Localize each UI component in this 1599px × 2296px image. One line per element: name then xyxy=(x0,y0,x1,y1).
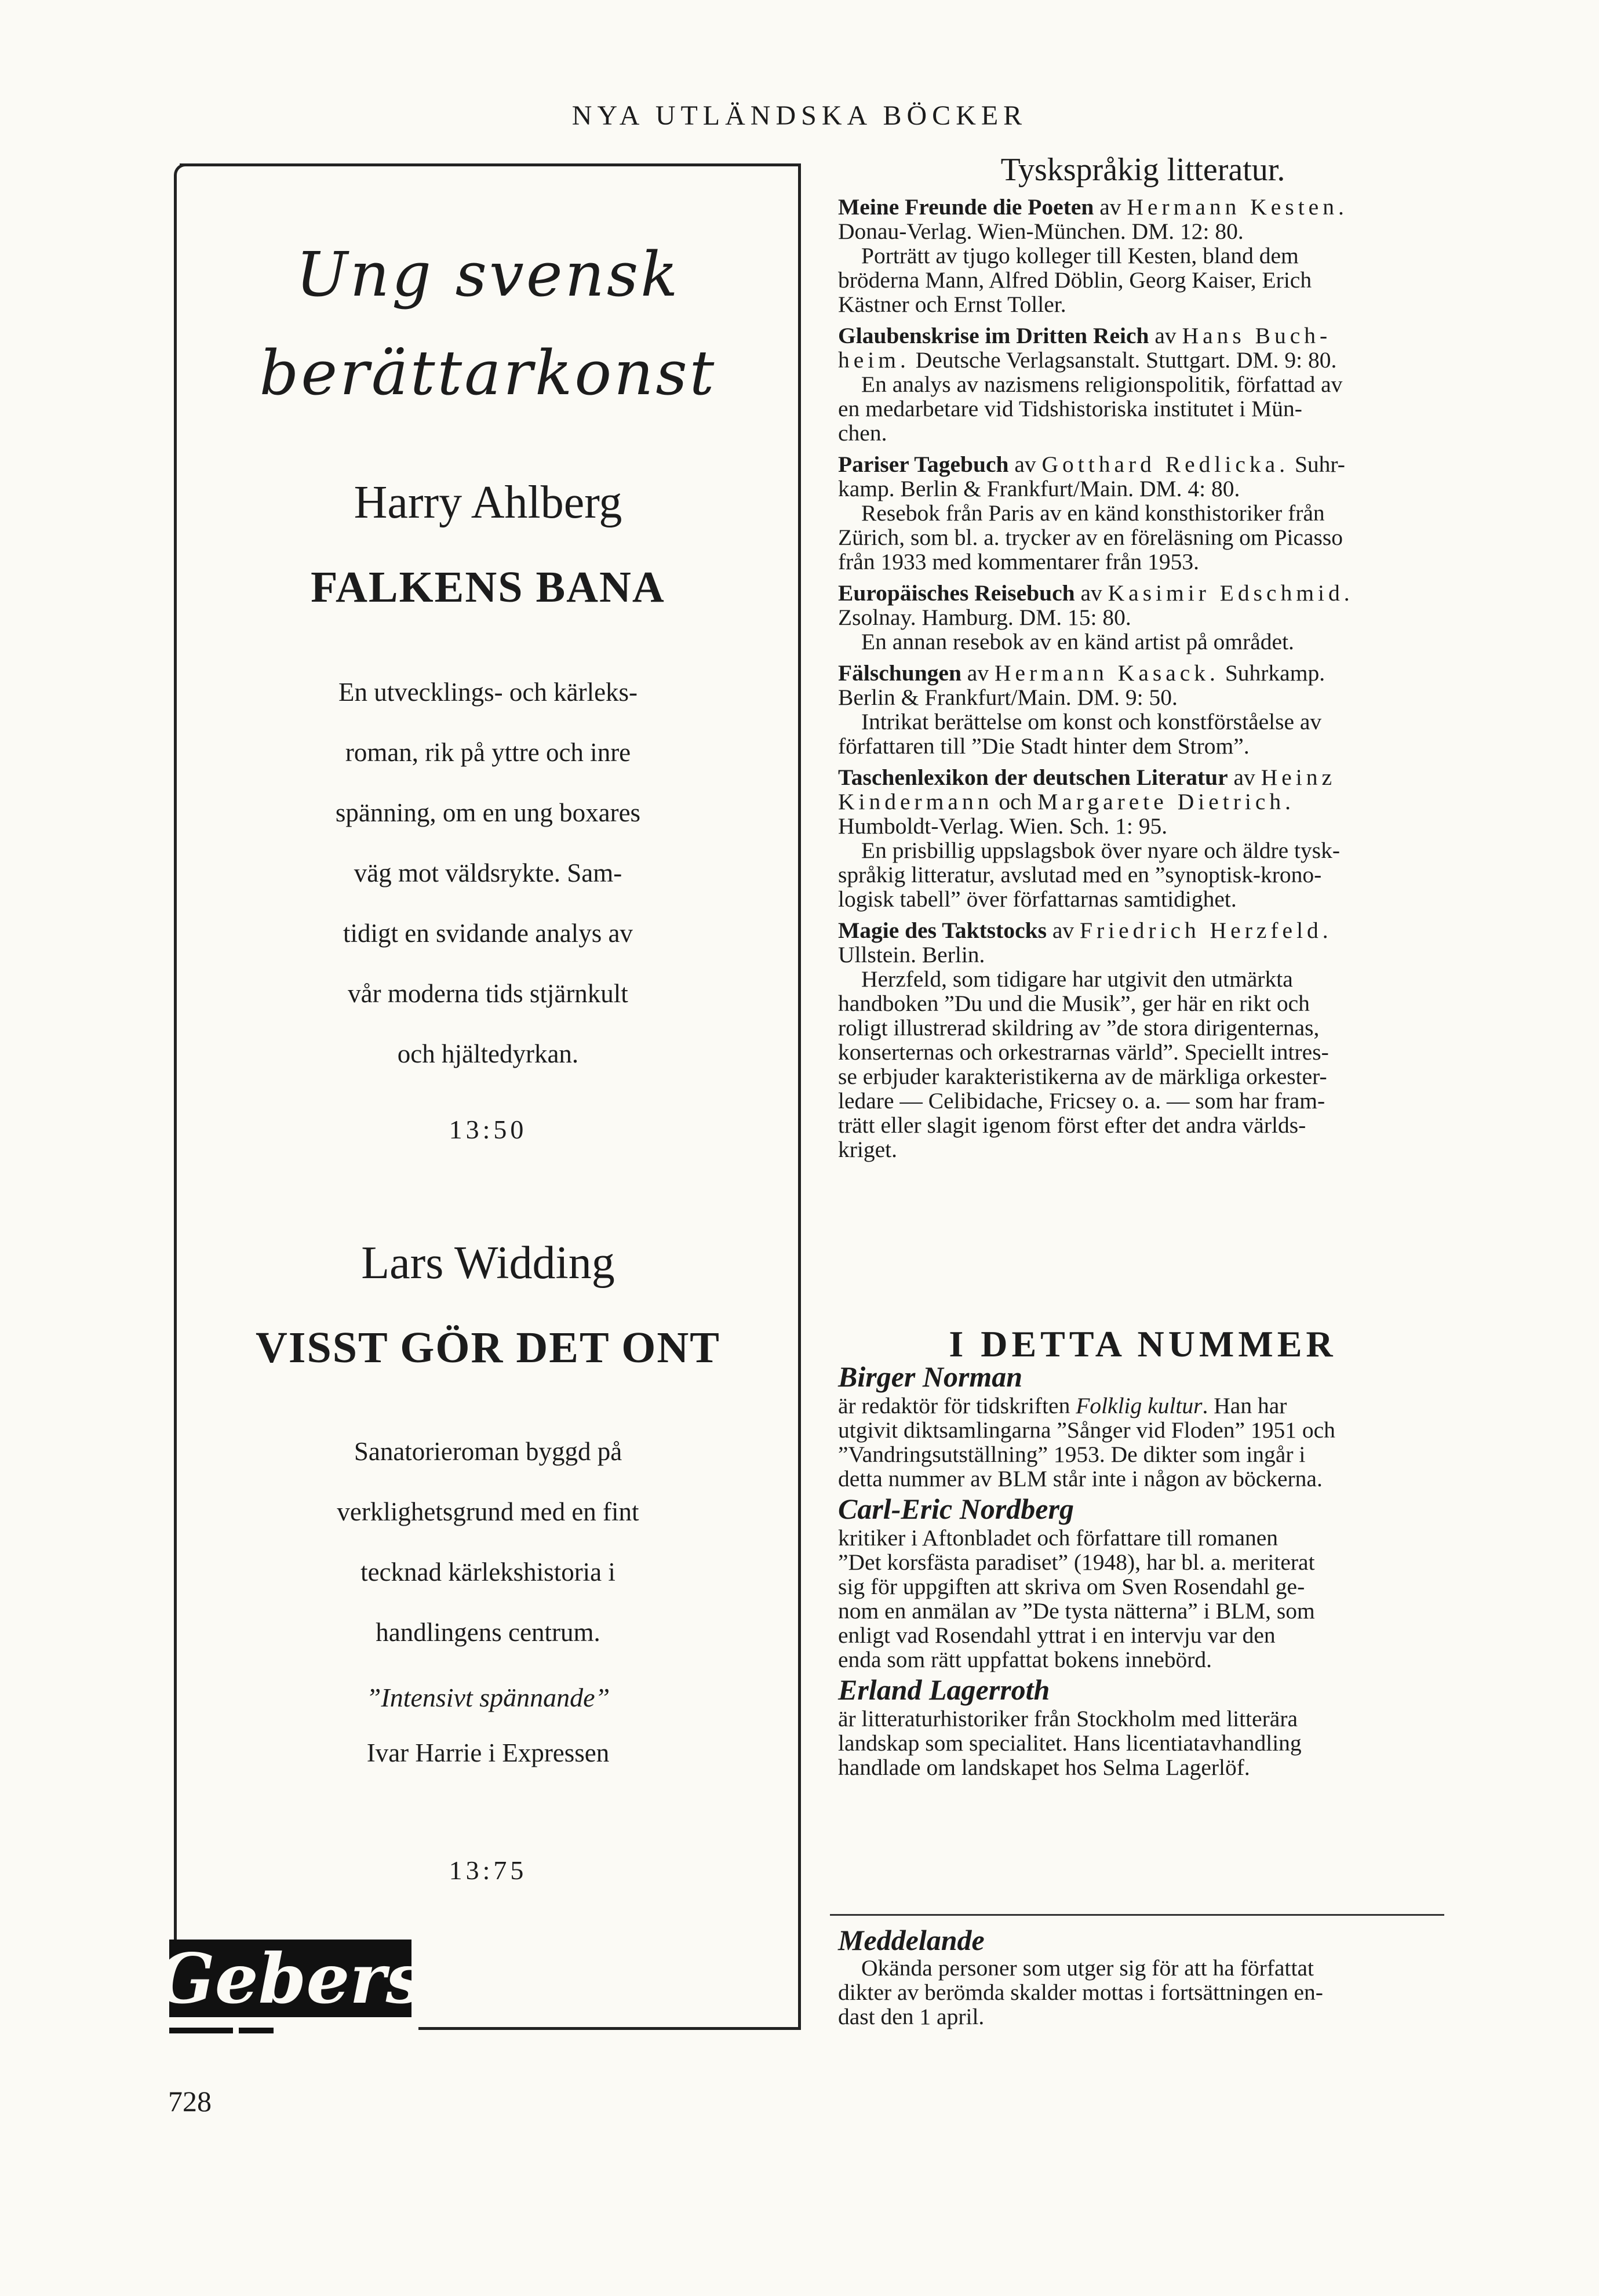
notice-section xyxy=(838,1924,1448,2029)
ad-blurb-line: Sanatorieroman byggd på xyxy=(354,1437,622,1466)
gebers-logo: Gebers xyxy=(156,1938,425,2019)
text-run: Pariser Tagebuch xyxy=(838,452,1009,477)
text-run: sig för uppgiften att skriva om Sven Rosendahl ge- xyxy=(838,1574,1305,1599)
text-run: enda som rätt uppfattat bokens innebörd. xyxy=(838,1647,1212,1672)
text-run: Magie des Taktstocks xyxy=(838,918,1047,943)
text-run: heim. xyxy=(838,347,910,373)
text-run: kritiker i Aftonbladet och författare till romanen xyxy=(838,1525,1279,1551)
book-entry-heading-line xyxy=(838,476,1448,501)
contributor-name: Erland Lagerroth xyxy=(838,1673,1050,1706)
book-entry-description-line: logisk tabell” över författarnas samtidighet. xyxy=(838,886,1237,912)
text-run: Ullstein. Berlin. xyxy=(838,942,985,967)
contributor-bio-line xyxy=(838,1393,1448,1418)
text-run: Kindermann xyxy=(838,789,993,814)
notice-heading: Meddelande xyxy=(838,1924,985,1956)
contributor-bio-line xyxy=(838,1550,1448,1574)
book-entry-heading-line xyxy=(838,348,1448,372)
text-run: Heinz xyxy=(1261,765,1336,790)
contributor-bio-line xyxy=(838,1706,1448,1731)
contributor-bio-line xyxy=(838,1755,1448,1780)
text-run: Taschenlexikon der deutschen Literatur xyxy=(838,765,1228,790)
book-entry-heading-line xyxy=(838,661,1448,685)
contributor xyxy=(838,1673,1448,1780)
text-run: Humboldt-Verlag. Wien. Sch. 1: 95. xyxy=(838,813,1168,839)
book-entry xyxy=(838,581,1448,654)
book-entry-description-line: från 1933 med kommentarer från 1953. xyxy=(838,549,1200,574)
book-entry xyxy=(838,765,1448,911)
text-run: Meine Freunde die Poeten xyxy=(838,194,1094,220)
text-run: landskap som specialitet. Hans licentiatavhandling xyxy=(838,1730,1302,1756)
book-entry-description-line: språkig litteratur, avslutad med en ”synoptisk-krono- xyxy=(838,862,1322,887)
logo-stripe xyxy=(169,2028,233,2033)
text-run: Kasimir Edschmid. xyxy=(1108,580,1354,606)
contributors-section xyxy=(838,1323,1448,1785)
text-run: Suhr- xyxy=(1289,452,1345,477)
text-run: av xyxy=(1075,580,1108,606)
ad-book1-price: 13:50 xyxy=(449,1115,527,1144)
book-entry-description-line: chen. xyxy=(838,420,887,446)
text-run: Margarete Dietrich. xyxy=(1037,789,1295,814)
ad-blurb-line: spänning, om en ung boxares xyxy=(335,798,641,827)
text-run: Deutsche Verlagsanstalt. Stuttgart. DM. 9: 80. xyxy=(909,347,1337,373)
contributor-bio-line xyxy=(838,1574,1448,1599)
text-run: är redaktör för tidskriften xyxy=(838,1393,1076,1418)
book-entry-heading-line xyxy=(838,814,1448,838)
text-run: av xyxy=(1228,765,1261,790)
text-run: av xyxy=(1046,918,1080,943)
ad-book2-author: Lars Widding xyxy=(361,1238,615,1289)
text-run: Friedrich Herzfeld. xyxy=(1079,918,1332,943)
text-run: Hermann Kasack. xyxy=(994,660,1219,686)
ad-blurb-line: roman, rik på yttre och inre xyxy=(345,738,631,767)
text-run: nom en anmälan av ”De tysta nätterna” i BLM, som xyxy=(838,1598,1315,1624)
book-entry-description-line: roligt illustrerad skildring av ”de stora dirigenternas, xyxy=(838,1015,1320,1040)
text-run: Europäisches Reisebuch xyxy=(838,580,1075,606)
running-head: NYA UTLÄNDSKA BÖCKER xyxy=(571,100,1028,131)
book-entry-description-line: En annan resebok av en känd artist på området. xyxy=(861,629,1294,654)
book-entry-heading-line xyxy=(838,765,1448,789)
text-run: och xyxy=(993,789,1038,814)
text-run: av xyxy=(961,660,995,686)
ad-blurb-line: väg mot väldsrykte. Sam- xyxy=(354,858,622,887)
logo-stripe xyxy=(239,2028,274,2033)
book-entry xyxy=(838,918,1448,1162)
book-entry-description-line: ledare — Celibidache, Fricsey o. a. — som har fram- xyxy=(838,1088,1325,1114)
ad-book1-author: Harry Ahlberg xyxy=(354,477,622,528)
contributor-name: Carl-Eric Nordberg xyxy=(838,1493,1074,1525)
contributor-bio xyxy=(838,1706,1448,1780)
text-run: Suhrkamp. xyxy=(1219,660,1325,686)
book-entry-heading-line xyxy=(838,219,1448,243)
notice-line: dast den 1 april. xyxy=(838,2004,985,2029)
book-entry-description-line: Resebok från Paris av en känd konsthistoriker från xyxy=(861,500,1325,526)
contributor-bio-line xyxy=(838,1731,1448,1755)
contributor-bio-line xyxy=(838,1442,1448,1467)
text-run: är litteraturhistoriker från Stockholm med litterära xyxy=(838,1706,1298,1731)
book-entry-heading-line xyxy=(838,685,1448,709)
book-entry xyxy=(838,452,1448,574)
notice-line: dikter av berömda skalder mottas i fortsättningen en- xyxy=(838,1980,1323,2005)
contributor-bio-line xyxy=(838,1526,1448,1550)
book-entry-heading-line xyxy=(838,918,1448,943)
book-entry-description-line: bröderna Mann, Alfred Döblin, Georg Kaiser, Erich xyxy=(838,267,1312,293)
ad-blurb-line: verklighetsgrund med en fint xyxy=(337,1497,639,1526)
book-entry xyxy=(838,195,1448,316)
text-run: Hermann Kesten. xyxy=(1127,194,1348,220)
contributor-bio xyxy=(838,1526,1448,1672)
ad-book2-quote-source: Ivar Harrie i Expressen xyxy=(366,1738,610,1767)
contributor-bio-line xyxy=(838,1647,1448,1672)
ad-blurb-line: vår moderna tids stjärnkult xyxy=(348,979,628,1008)
ad-frame-left xyxy=(174,177,177,1963)
text-run: Gotthard Redlicka. xyxy=(1041,452,1290,477)
book-entry-heading-line xyxy=(838,789,1448,814)
book-entry-description-line: Intrikat berättelse om konst och konstförståelse av xyxy=(861,709,1322,734)
book-entry-description-line: Kästner och Ernst Toller. xyxy=(838,292,1066,317)
ad-blurb-line: tecknad kärlekshistoria i xyxy=(360,1558,615,1587)
section-divider xyxy=(830,1914,1444,1916)
contributors-heading: I DETTA NUMMER xyxy=(949,1323,1337,1364)
text-run: ”Det korsfästa paradiset” (1948), har bl. a. meriterat xyxy=(838,1549,1315,1575)
text-run: Hans Buch- xyxy=(1182,323,1332,348)
contributor-name: Birger Norman xyxy=(838,1360,1023,1393)
book-entry-description-line: en medarbetare vid Tidshistoriska institutet i Mün- xyxy=(838,396,1302,421)
book-entry-description-line: författaren till ”Die Stadt hinter dem Strom”. xyxy=(838,733,1250,759)
text-run: Zsolnay. Hamburg. DM. 15: 80. xyxy=(838,605,1131,630)
book-entry xyxy=(838,661,1448,758)
ad-frame-right xyxy=(798,163,801,2030)
gebers-advertisement xyxy=(156,163,801,2030)
book-entry-heading-line xyxy=(838,605,1448,630)
book-entry-description-line: Zürich, som bl. a. trycker av en föreläsning om Picasso xyxy=(838,525,1343,550)
book-entry-heading-line xyxy=(838,323,1448,348)
contributor xyxy=(838,1493,1448,1672)
book-entry-description-line: konserternas och orkestrarnas värld”. Speciellt intres- xyxy=(838,1039,1329,1065)
contributor-bio-line xyxy=(838,1623,1448,1647)
contributor-bio xyxy=(838,1393,1448,1491)
contributor-bio-line xyxy=(838,1467,1448,1491)
book-entry-description-line: En prisbillig uppslagsbok över nyare och äldre tysk- xyxy=(861,838,1341,863)
text-run: kamp. Berlin & Frankfurt/Main. DM. 4: 80. xyxy=(838,476,1240,501)
ad-book1-title: FALKENS BANA xyxy=(311,563,665,612)
text-run: av xyxy=(1094,194,1127,220)
book-entry-description-line: Porträtt av tjugo kolleger till Kesten, bland dem xyxy=(861,243,1299,268)
ad-frame-bottom xyxy=(418,2027,801,2030)
book-entry-description-line: trätt eller slagit igenom först efter det andra världs- xyxy=(838,1112,1306,1138)
literature-list xyxy=(838,195,1448,1162)
book-entry-heading-line xyxy=(838,581,1448,605)
text-run: Folklig kultur xyxy=(1076,1393,1203,1418)
text-run: Berlin & Frankfurt/Main. DM. 9: 50. xyxy=(838,685,1178,710)
text-run: av xyxy=(1008,452,1042,477)
text-run: Fälschungen xyxy=(838,660,961,686)
notice-line: Okända personer som utger sig för att ha författat xyxy=(861,1955,1314,1981)
contributor-bio-line xyxy=(838,1418,1448,1442)
book-entry-description-line: En analys av nazismens religionspolitik, författad av xyxy=(861,372,1343,397)
ad-headline-line-1: Ung svensk xyxy=(296,239,680,310)
text-run: Donau-Verlag. Wien-München. DM. 12: 80. xyxy=(838,219,1244,244)
ad-blurb-line: tidigt en svidande analys av xyxy=(343,919,633,948)
book-entry-description-line: handboken ”Du und die Musik”, ger här en rikt och xyxy=(838,991,1310,1016)
text-run: ”Vandringsutställning” 1953. De dikter som ingår i xyxy=(838,1442,1306,1467)
ad-blurb-line: En utvecklings- och kärleks- xyxy=(338,678,638,707)
ad-blurb-line: handlingens centrum. xyxy=(376,1618,600,1647)
text-run: utgivit diktsamlingarna ”Sånger vid Floden” 1951 och xyxy=(838,1417,1335,1443)
ad-book1-blurb xyxy=(181,662,795,1084)
ad-frame-top xyxy=(180,163,801,166)
ad-book2-title: VISST GÖR DET ONT xyxy=(255,1323,720,1372)
contributor-bio-line xyxy=(838,1599,1448,1623)
literature-heading: Tyskspråkig litteratur. xyxy=(1000,152,1285,188)
contributors-list xyxy=(838,1360,1448,1780)
book-entry-heading-line xyxy=(838,943,1448,967)
book-entry-description-line: kriget. xyxy=(838,1137,898,1162)
text-run: av xyxy=(1149,323,1182,348)
text-run: handlade om landskapet hos Selma Lagerlöf. xyxy=(838,1755,1250,1780)
contributor xyxy=(838,1360,1448,1491)
book-entry xyxy=(838,323,1448,445)
text-run: . Han har xyxy=(1202,1393,1287,1418)
notice-text xyxy=(838,1956,1448,2029)
book-entry-heading-line xyxy=(838,195,1448,219)
book-entry-description-line: Herzfeld, som tidigare har utgivit den utmärkta xyxy=(861,966,1293,992)
ad-book2-price: 13:75 xyxy=(449,1855,527,1885)
book-entry-heading-line xyxy=(838,452,1448,476)
ad-blurb-line: och hjältedyrkan. xyxy=(397,1039,579,1068)
ad-book2-blurb xyxy=(181,1421,795,1662)
ad-headline-line-2: berättarkonst xyxy=(259,337,717,409)
ad-book2-quote: ”Intensivt spännande” xyxy=(366,1683,610,1712)
text-run: enligt vad Rosendahl yttrat i en intervju var den xyxy=(838,1622,1276,1648)
page-number: 728 xyxy=(168,2085,212,2117)
text-run: detta nummer av BLM står inte i någon av böckerna. xyxy=(838,1466,1323,1491)
book-entry-description-line: se erbjuder karakteristikerna av de märkliga orkester- xyxy=(838,1064,1327,1089)
literature-section xyxy=(838,152,1448,1169)
text-run: Glaubenskrise im Dritten Reich xyxy=(838,323,1149,348)
